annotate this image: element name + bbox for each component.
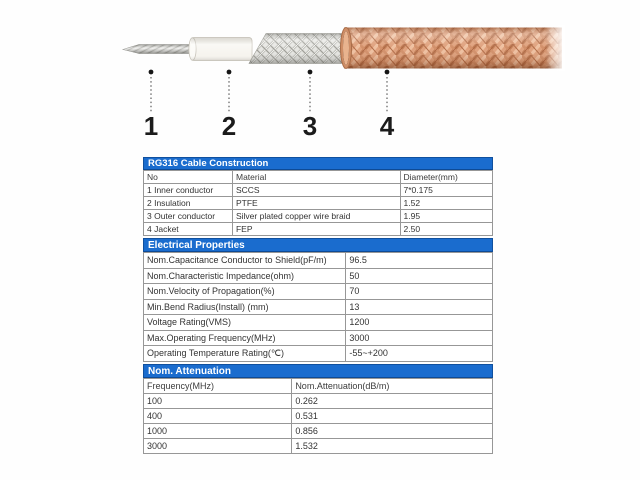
- insulation-graphic: [189, 38, 252, 61]
- electrical-row: [144, 299, 493, 315]
- property-value: 3000: [346, 330, 493, 346]
- cell: 1.52: [400, 197, 493, 210]
- property-value: -55~+200: [346, 346, 493, 362]
- cell: 400: [144, 408, 292, 423]
- attenuation-table-title: Nom. Attenuation: [143, 364, 493, 378]
- cell: FEP: [232, 223, 400, 236]
- property-value: 50: [346, 268, 493, 284]
- part-label-2: 2: [221, 111, 237, 141]
- cell: 0.856: [292, 423, 493, 438]
- electrical-row: [144, 253, 493, 269]
- jacket-graphic: [341, 25, 566, 71]
- cell: 2.50: [400, 223, 493, 236]
- leader-dots: [149, 70, 390, 75]
- spec-tables: [143, 157, 493, 454]
- attenuation-header-row: [144, 378, 493, 393]
- cell: 0.262: [292, 393, 493, 408]
- property-value: 13: [346, 299, 493, 315]
- cell: 1.532: [292, 438, 493, 453]
- electrical-row: [144, 330, 493, 346]
- construction-row: [144, 210, 493, 223]
- property-label: Max.Operating Frequency(MHz): [144, 330, 346, 346]
- electrical-row: [144, 268, 493, 284]
- attenuation-table: [143, 378, 493, 454]
- property-label: Nom.Capacitance Conductor to Shield(pF/m): [144, 253, 346, 269]
- electrical-table-title: Electrical Properties: [143, 238, 493, 252]
- property-label: Nom.Characteristic Impedance(ohm): [144, 268, 346, 284]
- property-label: Voltage Rating(VMS): [144, 315, 346, 331]
- cell: 3000: [144, 438, 292, 453]
- electrical-table: [143, 252, 493, 362]
- cell: 7*0.175: [400, 184, 493, 197]
- col-attenuation: Nom.Attenuation(dB/m): [292, 378, 493, 393]
- outer-conductor-graphic: [249, 34, 348, 64]
- part-label-3: 3: [302, 111, 318, 141]
- property-label: Min.Bend Radius(Install) (mm): [144, 299, 346, 315]
- cable-figure: [0, 0, 640, 152]
- part-label-1: 1: [143, 111, 159, 141]
- construction-header-row: [144, 171, 493, 184]
- cell: SCCS: [232, 184, 400, 197]
- part-label-4: 4: [379, 111, 395, 141]
- electrical-row: [144, 346, 493, 362]
- attenuation-row: [144, 393, 493, 408]
- cell: 4 Jacket: [144, 223, 233, 236]
- col-frequency: Frequency(MHz): [144, 378, 292, 393]
- property-label: Nom.Velocity of Propagation(%): [144, 284, 346, 300]
- construction-table: [143, 170, 493, 236]
- inner-conductor-graphic: [123, 45, 196, 54]
- col-material: Material: [232, 171, 400, 184]
- property-value: 96.5: [346, 253, 493, 269]
- cable-illustration: [0, 0, 640, 152]
- col-diameter: Diameter(mm): [400, 171, 493, 184]
- cell: 1 Inner conductor: [144, 184, 233, 197]
- property-value: 70: [346, 284, 493, 300]
- cell: PTFE: [232, 197, 400, 210]
- attenuation-row: [144, 438, 493, 453]
- cell: Silver plated copper wire braid: [232, 210, 400, 223]
- cell: 100: [144, 393, 292, 408]
- col-no: No: [144, 171, 233, 184]
- construction-table-title: RG316 Cable Construction: [143, 157, 493, 170]
- cell: 1.95: [400, 210, 493, 223]
- construction-row: [144, 197, 493, 210]
- property-value: 1200: [346, 315, 493, 331]
- cell: 3 Outer conductor: [144, 210, 233, 223]
- property-label: Operating Temperature Rating(℃): [144, 346, 346, 362]
- cell: 0.531: [292, 408, 493, 423]
- electrical-row: [144, 284, 493, 300]
- attenuation-row: [144, 423, 493, 438]
- leader-lines: [151, 77, 387, 112]
- attenuation-row: [144, 408, 493, 423]
- electrical-row: [144, 315, 493, 331]
- construction-row: [144, 184, 493, 197]
- cell: 1000: [144, 423, 292, 438]
- construction-row: [144, 223, 493, 236]
- cell: 2 Insulation: [144, 197, 233, 210]
